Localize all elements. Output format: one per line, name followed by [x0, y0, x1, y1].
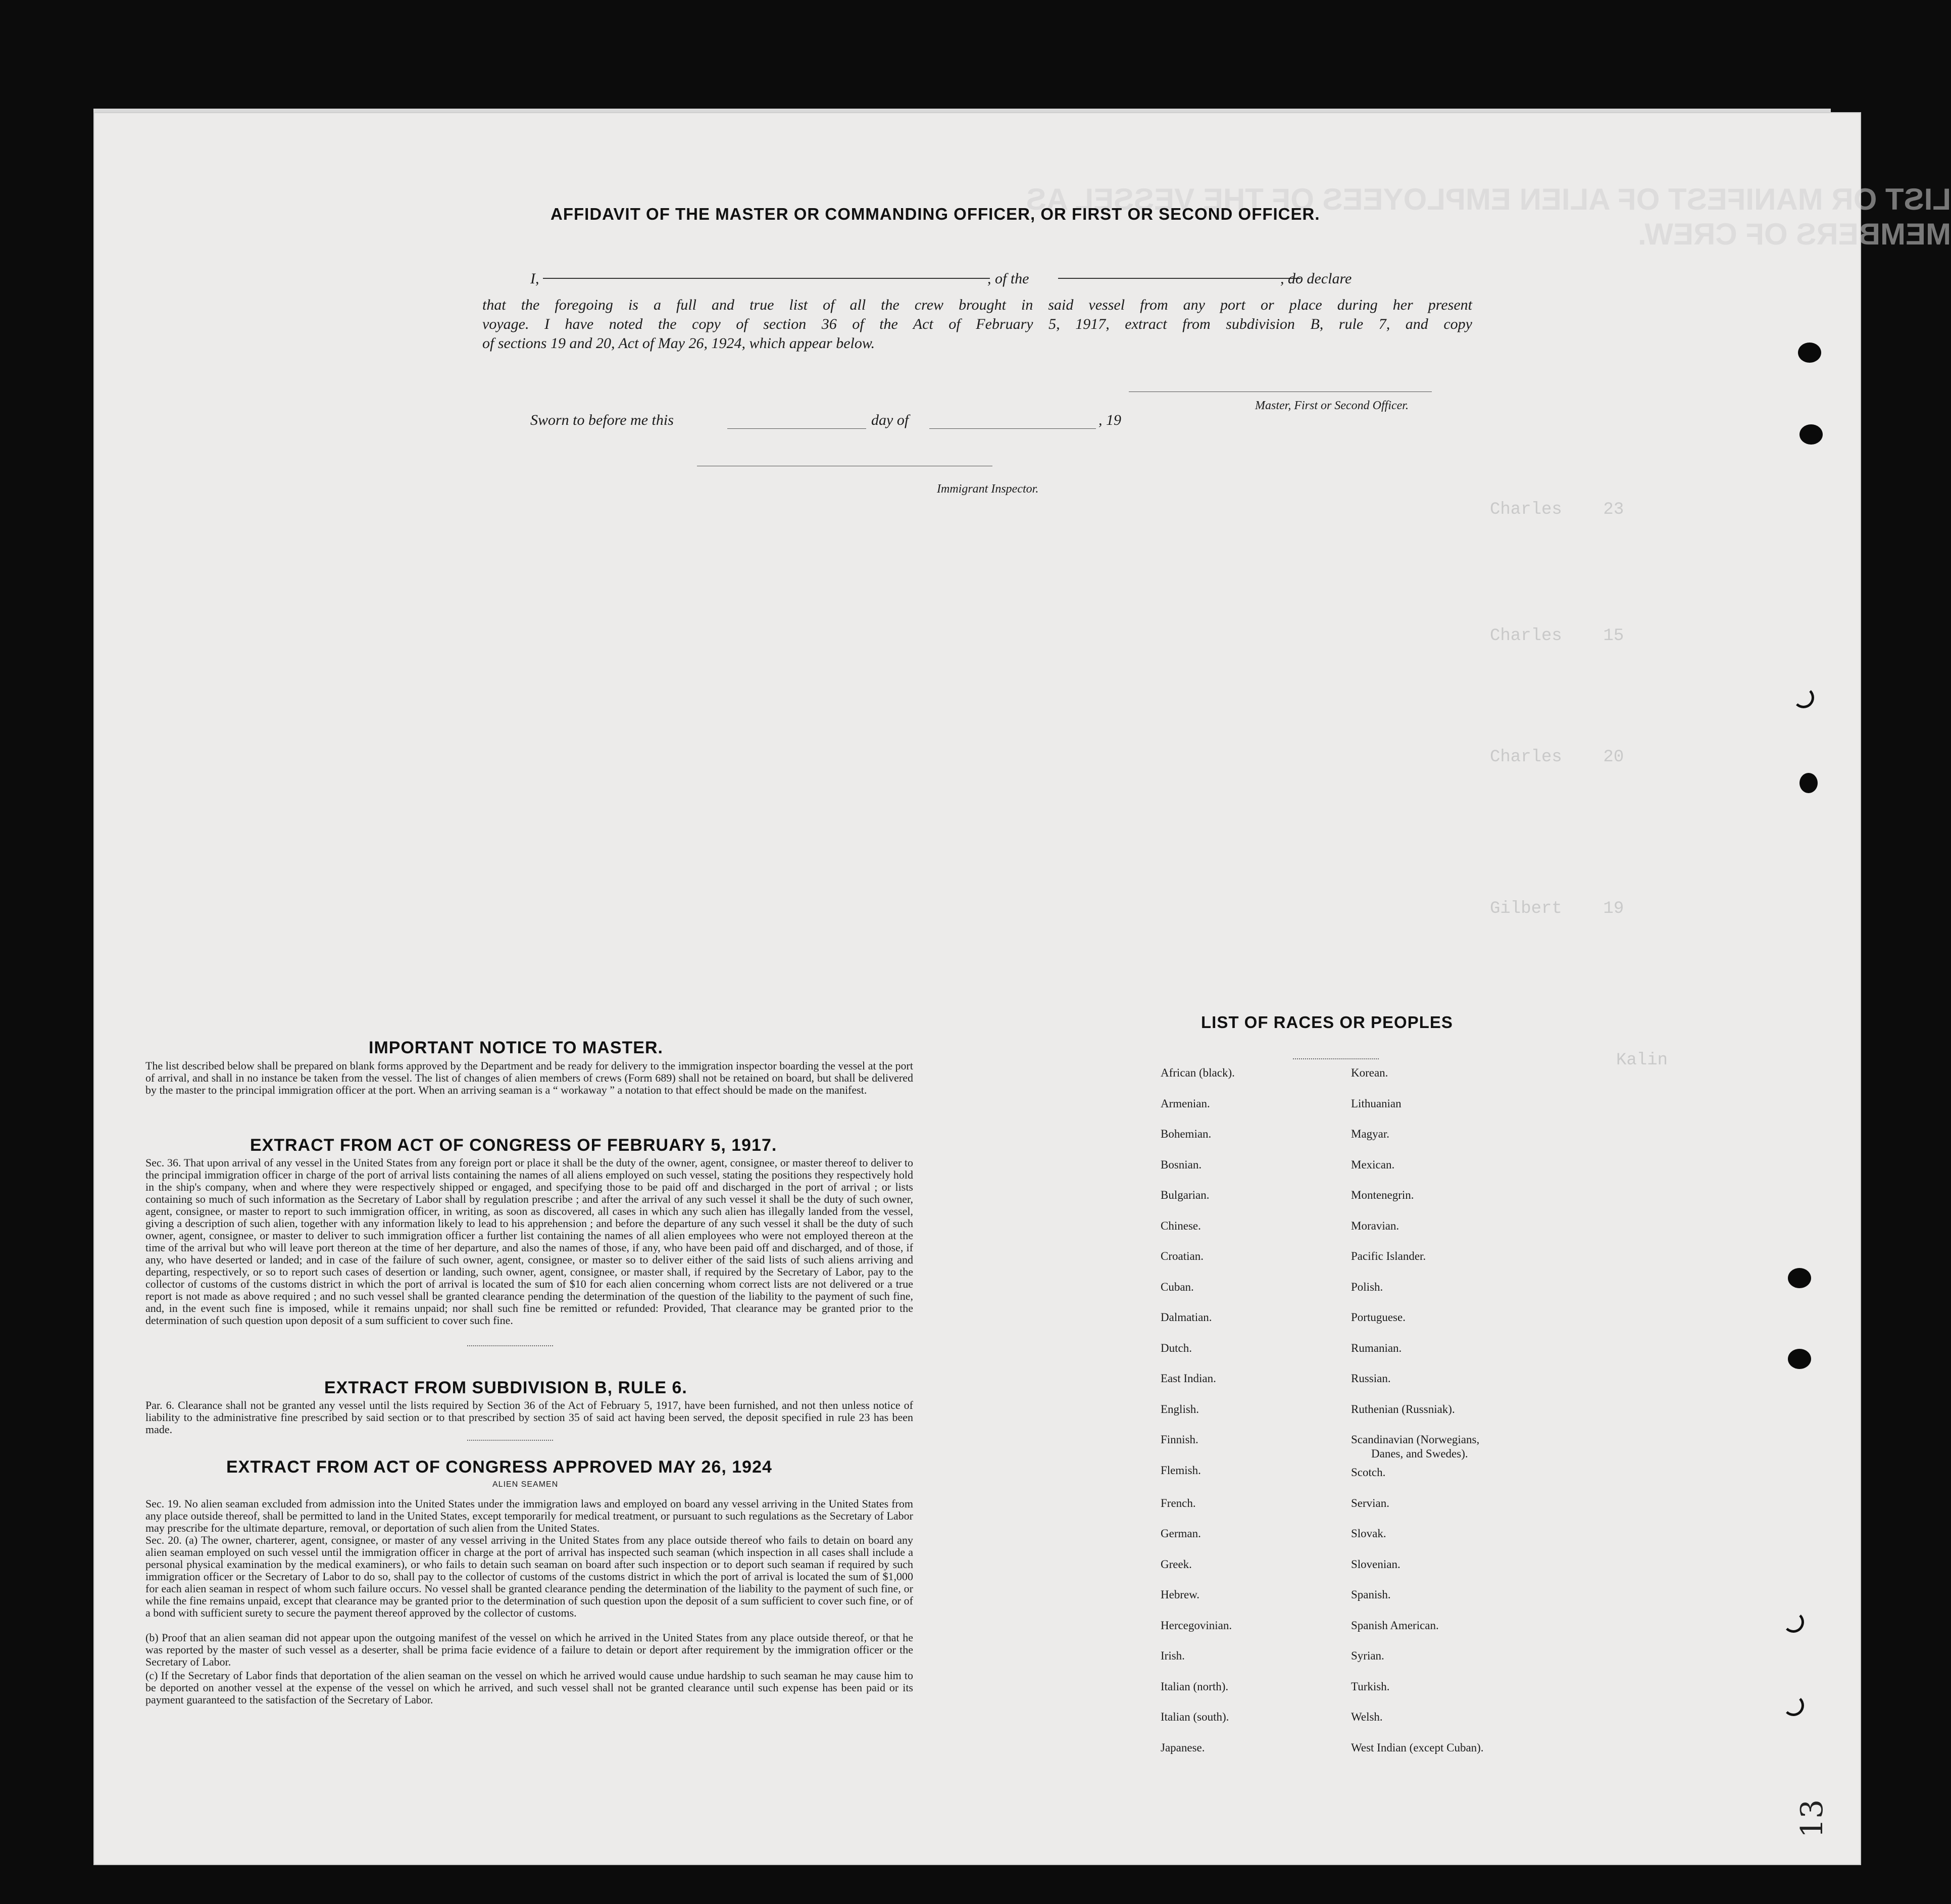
punch-hole — [1788, 1268, 1811, 1288]
race-item: Dalmatian. — [1161, 1311, 1212, 1324]
race-item: Russian. — [1351, 1372, 1391, 1385]
race-item: Slovak. — [1351, 1527, 1386, 1540]
year-label: , 19 — [1098, 412, 1121, 428]
race-item: East Indian. — [1161, 1372, 1216, 1385]
affidavit-statement-line: that the foregoing is a full and true list of all the crew brought in said vessel from any port or place during her present — [482, 297, 1472, 313]
divider — [467, 1345, 553, 1346]
race-item: Hercegovinian. — [1161, 1619, 1232, 1632]
bleed-through-row: Charles 23 — [1490, 500, 1624, 519]
affidavit-title: AFFIDAVIT OF THE MASTER OR COMMANDING OFFICER, OR FIRST OR SECOND OFFICER. — [551, 205, 1320, 223]
race-item: Turkish. — [1351, 1680, 1390, 1693]
master-name-field[interactable] — [543, 278, 990, 279]
affidavit-statement-line: of sections 19 and 20, Act of May 26, 1924, which appear below. — [482, 335, 875, 352]
races-left-column — [1161, 1066, 1235, 1771]
race-item: Portuguese. — [1351, 1311, 1406, 1324]
sworn-day-field[interactable] — [727, 428, 866, 429]
race-item: French. — [1161, 1496, 1196, 1509]
race-item: Scotch. — [1351, 1466, 1386, 1479]
race-item — [1351, 1433, 1484, 1466]
race-item: Flemish. — [1161, 1463, 1201, 1477]
extract-1924-subtitle: ALIEN SEAMEN — [492, 1480, 559, 1489]
race-item: Rumanian. — [1351, 1341, 1402, 1354]
race-item: Spanish American. — [1351, 1619, 1439, 1632]
race-item: Spanish. — [1351, 1588, 1391, 1601]
day-of-label: day of — [871, 412, 909, 428]
bleed-through-row: Charles 15 — [1490, 626, 1624, 646]
bleed-through-heading: LIST OR MANIFEST OF ALIEN EMPLOYEES OF THE VESSEL AS MEMBERS OF CREW. — [1026, 182, 1951, 251]
race-item: Lithuanian — [1351, 1097, 1402, 1110]
race-item: Pacific Islander. — [1351, 1250, 1426, 1262]
extract-1924-sec20b: (b) Proof that an alien seaman did not appear upon the outgoing manifest of the vessel on which he arrived in the United States from any place outside thereof, or that he was reported by the master of such vessel as a deserter, shall be prima facie evidence of a failure to detain or deport after requirement by the immigration officer or the Secretary of Labor. — [145, 1631, 913, 1668]
divider — [1293, 1058, 1379, 1059]
race-item: Italian (south). — [1161, 1711, 1229, 1723]
affidavit-statement-line: voyage. I have noted the copy of section 36 of the Act of February 5, 1917, extract from subdivision B, rule 7, and copy — [482, 316, 1472, 332]
master-signature-caption: Master, First or Second Officer. — [1255, 399, 1409, 412]
race-item: Croatian. — [1161, 1250, 1204, 1262]
notice-title: IMPORTANT NOTICE TO MASTER. — [369, 1038, 663, 1057]
race-item: Bosnian. — [1161, 1158, 1202, 1171]
extract-1924-sec20c: (c) If the Secretary of Labor finds that deportation of the alien seaman on the vessel on which he arrived would cause undue hardship to such seaman he may cause him to be deported on another vessel at the expense of the vessel on which he arrived, and such vessel shall not be granted clearance until such expense has been paid or its payment guaranteed to the satisfaction of the Secretary of Labor. — [145, 1669, 913, 1706]
margin-page-mark: 13 — [1794, 1799, 1830, 1838]
race-item: Moravian. — [1351, 1219, 1399, 1232]
race-item: Dutch. — [1161, 1341, 1192, 1354]
punch-hole — [1793, 687, 1814, 708]
race-item: Finnish. — [1161, 1433, 1198, 1446]
races-right-column — [1351, 1066, 1484, 1771]
bleed-through-row: Kalin — [1616, 1051, 1668, 1070]
divider — [467, 1440, 553, 1441]
race-item: Polish. — [1351, 1280, 1383, 1293]
punch-hole — [1799, 424, 1823, 445]
affidavit-declare-label: , do declare — [1280, 270, 1352, 287]
race-item: Korean. — [1351, 1066, 1388, 1079]
extract-1924-sec20a: Sec. 20. (a) The owner, charterer, agent, consignee, or master of any vessel arriving in the United States from any place outside thereof who fails to detain on board any alien seaman employed on such vessel until the immigration officer in charge at the port of arrival has inspected such seaman (which inspection in all cases shall include a personal physical examination by the medical examiners), or who fails to detain such seaman on board after such inspection or to deport such seaman if required by such immigration officer or the Secretary of Labor to do so, shall pay to the collector of customs of the customs district in which the port of arrival is located the sum of $1,000 for each alien seaman in respect of whom such failure occurs. No vessel shall be granted clearance pending the determination of the liability to the payment of such fine, or while the fine remains unpaid, except that clearance may be granted prior to the determination of such question upon the deposit of a sum sufficient to cover such fine, or of a bond with sufficient surety to secure the payment thereof approved by the collector of customs. — [145, 1534, 913, 1619]
race-item: Slovenian. — [1351, 1557, 1400, 1571]
sworn-month-field[interactable] — [929, 428, 1096, 429]
extract-rule6-title: EXTRACT FROM SUBDIVISION B, RULE 6. — [324, 1378, 687, 1397]
race-item: Mexican. — [1351, 1158, 1395, 1171]
race-item: African (black). — [1161, 1066, 1235, 1079]
extract-1917-title: EXTRACT FROM ACT OF CONGRESS OF FEBRUARY 5, 1917. — [250, 1136, 777, 1155]
race-item: Chinese. — [1161, 1219, 1201, 1232]
race-item: Italian (north). — [1161, 1680, 1229, 1693]
race-item: Cuban. — [1161, 1280, 1194, 1293]
affidavit-of-the-label: , of the — [987, 270, 1029, 287]
race-item: Welsh. — [1351, 1711, 1383, 1723]
bleed-through-row: Charles 20 — [1490, 748, 1624, 767]
punch-hole — [1788, 1349, 1811, 1369]
extract-1917-body: Sec. 36. That upon arrival of any vessel in the United States from any foreign port or place it shall be the duty of the owner, agent, consignee, or master thereof to deliver to the principal immigration officer in charge of the port of arrival lists containing the names of all aliens employed on such vessel, stating the positions they respectively hold in the ship's company, when and where they were respectively shipped or engaged, and specifying those to be paid off and discharged in the port of arrival ; or lists containing so much of such information as the Secretary of Labor shall by regulation prescribe ; and after the arrival of any such vessel it shall be the duty of such owner, agent, consignee, or master to report to such immigration officer, in writing, as soon as discovered, all cases in which any such alien has illegally landed from the vessel, giving a description of such alien, together with any information likely to lead to his apprehension ; and before the departure of any such vessel it shall be the duty of such owner, agent, consignee, or master to deliver to such immigration officer a further list containing the names of all alien employees who were not employed thereon at the time of the arrival but who will leave port thereon at the time of her departure, and also the names of those, if any, who have been paid off and discharged, and of those, if any, who have deserted or landed; and in case of the failure of such owner, agent, consignee, or master so to deliver either of the said lists of such aliens arriving and departing, respectively, or so to report such cases of desertion or landing, such owner, agent, consignee, or master shall, if required by the Secretary of Labor, pay to the collector of customs of the customs district in which the port of arrival is located the sum of $10 for each alien concerning whom correct lists are not delivered or a true report is not made as above required ; and no such vessel shall be granted clearance pending the determination of the question of the liability to the payment of such fine, and, in the event such fine is imposed, while it remains unpaid; nor shall such fine be remitted or refunded: Provided, That clearance may be granted prior to the determination of such question upon deposit of a sum sufficient to cover such fine. — [145, 1156, 913, 1327]
punch-hole — [1783, 1695, 1804, 1716]
affidavit-statement — [482, 296, 1472, 353]
vessel-name-field[interactable] — [1058, 278, 1300, 279]
punch-hole — [1799, 773, 1818, 793]
race-item: West Indian (except Cuban). — [1351, 1741, 1484, 1754]
race-item: English. — [1161, 1402, 1199, 1415]
race-item: German. — [1161, 1527, 1201, 1540]
extract-rule6-body: Par. 6. Clearance shall not be granted any vessel until the lists required by Section 36 of the Act of February 5, 1917, have been furnished, and not then unless notice of liability to the administrative fine prescribed by said section or to that prescribed by section 35 of said act having been served, the deposit specified in rule 23 has been made. — [145, 1399, 913, 1436]
race-item: Bulgarian. — [1161, 1189, 1210, 1201]
punch-hole — [1783, 1612, 1804, 1633]
race-item: Irish. — [1161, 1649, 1185, 1662]
extract-1924-sec19: Sec. 19. No alien seaman excluded from admission into the United States under the immigration laws and employed on board any vessel arriving in the United States from any place outside thereof, shall be permitted to land in the United States, except temporarily for medical treatment, or pursuant to such regulations as the Secretary of Labor may prescribe for the ultimate departure, removal, or deportation of such alien from the United States. — [145, 1497, 913, 1534]
race-item: Syrian. — [1351, 1649, 1384, 1662]
race-item: Servian. — [1351, 1496, 1390, 1509]
extract-1924-title: EXTRACT FROM ACT OF CONGRESS APPROVED MAY 26, 1924 — [226, 1457, 772, 1477]
race-item-label: Scandinavian (Norwegians, — [1351, 1433, 1480, 1446]
race-item: Armenian. — [1161, 1097, 1210, 1110]
race-item: Magyar. — [1351, 1128, 1390, 1140]
race-item: Japanese. — [1161, 1741, 1205, 1754]
inspector-caption: Immigrant Inspector. — [937, 482, 1039, 496]
sworn-label: Sworn to before me this — [530, 412, 674, 428]
race-item: Ruthenian (Russniak). — [1351, 1402, 1455, 1415]
race-item: Bohemian. — [1161, 1128, 1212, 1140]
notice-body: The list described below shall be prepared on blank forms approved by the Department and be ready for delivery to the immigration inspector boarding the vessel at the port of arrival, and shall in no instance be taken from the vessel. The list of changes of alien members of crews (Form 689) shall not be retained on board, but shall be delivered by the master to the principal immigration officer at the port. When an arriving seaman is a “ workaway ” a notation to that effect should be made on the manifest. — [145, 1059, 913, 1096]
affidavit-i-label: I, — [530, 270, 539, 287]
bleed-through-row: Gilbert 19 — [1490, 899, 1624, 918]
race-item: Greek. — [1161, 1557, 1192, 1571]
punch-hole — [1798, 343, 1821, 363]
races-title: LIST OF RACES OR PEOPLES — [1201, 1013, 1453, 1032]
race-item-continuation: Danes, and Swedes). — [1371, 1447, 1468, 1460]
race-item: Montenegrin. — [1351, 1189, 1414, 1201]
race-item: Hebrew. — [1161, 1588, 1200, 1601]
